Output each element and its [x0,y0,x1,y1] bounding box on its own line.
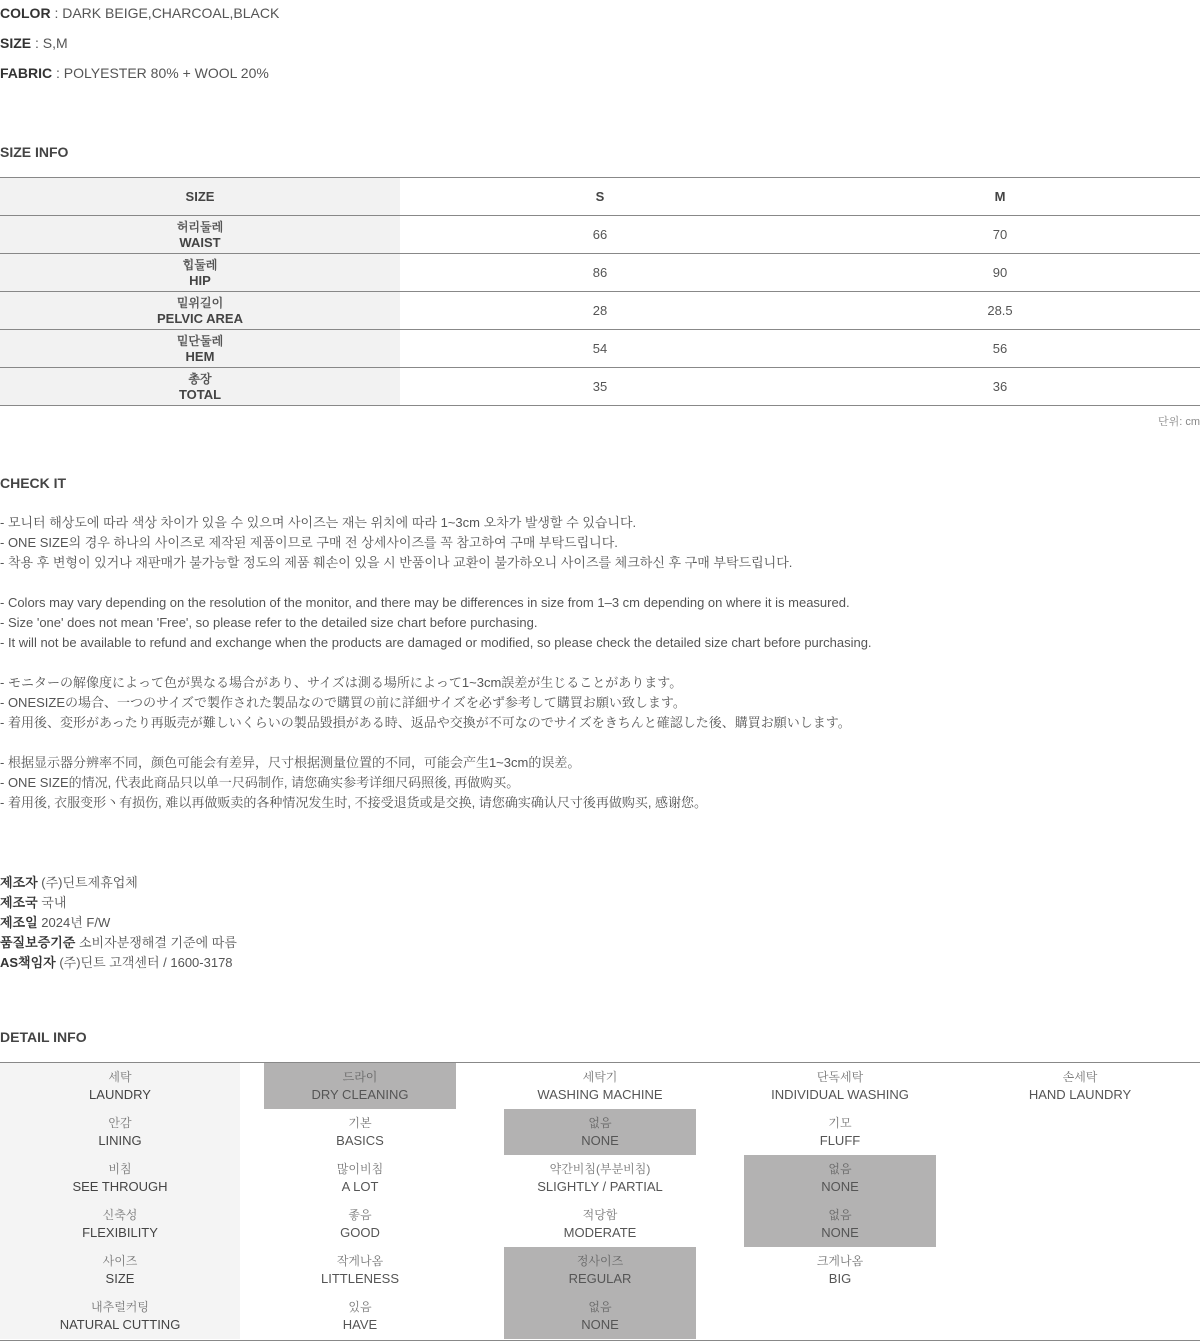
maker-label: 제조국 [0,895,38,910]
note-line: - モニターの解像度によって色が異なる場合があり、サイズは測る場所によって1~3cm誤差が生じることがあります。 [0,675,683,690]
table-row [0,292,1200,330]
detail-option-en: BIG [828,1271,852,1286]
note-line: - Colors may vary depending on the resolution of the monitor, and there may be differences in size from 1–3 cm depending on where it is measured. [0,595,850,610]
size-info-title: SIZE INFO [0,144,69,160]
detail-option-en: NONE [581,1133,619,1148]
spec-size-value: : S,M [31,35,68,51]
size-row-label-ko: 밑위길이 [176,295,224,310]
detail-label-en: LINING [98,1133,142,1148]
size-row-label [0,216,400,253]
detail-option-ko: 없음 [828,1162,852,1176]
spec-size-label: SIZE [0,35,32,51]
detail-row-label [0,1293,240,1339]
detail-option [504,1155,696,1201]
detail-row [0,1155,1200,1201]
detail-option [504,1247,696,1293]
detail-label-en: SEE THROUGH [72,1179,168,1194]
detail-option [744,1063,936,1109]
detail-option [264,1063,456,1109]
detail-option-ko: 좋음 [348,1208,372,1222]
size-row-label [0,254,400,291]
detail-option-ko: 작게나옴 [336,1254,384,1268]
spec-fabric-label: FABRIC [0,65,53,81]
size-row-label-ko: 허리둘레 [176,219,224,234]
detail-option [744,1109,936,1155]
detail-option [264,1201,456,1247]
size-row-label-en: HEM [185,348,215,364]
detail-label-ko: 비침 [108,1162,132,1176]
size-row-label-ko: 밑단둘레 [176,333,224,348]
detail-grid [0,1062,1200,1341]
note-line: - 着用後、変形があったり再販売が難しいくらいの製品毀損がある時、返品や交換が不可なのでサイズをきちんと確認した後、購買お願いします。 [0,715,851,730]
detail-option-ko: 있음 [348,1300,372,1314]
detail-label-en: LAUNDRY [89,1087,151,1102]
detail-option-ko: 약간비침(부분비침) [549,1162,651,1176]
detail-option-ko: 드라이 [342,1070,378,1084]
detail-option-ko: 기모 [828,1116,852,1130]
note-line: - 모니터 해상도에 따라 색상 차이가 있을 수 있으며 사이즈는 재는 위치에 따라 1~3cm 오차가 발생할 수 있습니다. [0,515,637,530]
table-row [0,330,1200,368]
detail-option [984,1063,1176,1109]
detail-option-ko: 없음 [828,1208,852,1222]
detail-option [504,1063,696,1109]
maker-label: 제조일 [0,915,38,930]
detail-option [504,1109,696,1155]
detail-option-en: NONE [581,1317,619,1332]
detail-option-ko: 없음 [588,1300,612,1314]
spec-fabric-value: : POLYESTER 80% + WOOL 20% [52,65,269,81]
detail-option [744,1155,936,1201]
detail-option-ko: 없음 [588,1116,612,1130]
detail-row [0,1201,1200,1247]
detail-label-en: SIZE [105,1271,135,1286]
spec-fabric [0,65,269,81]
table-row [0,216,1200,254]
detail-option-en: HAVE [342,1317,378,1332]
detail-row [0,1063,1200,1109]
detail-option-ko: 정사이즈 [576,1254,624,1268]
detail-row-label [0,1155,240,1201]
maker-value: (주)딘트제휴업체 [37,875,138,890]
size-row-label [0,292,400,329]
detail-row-label [0,1109,240,1155]
size-cell-s: 86 [592,265,608,280]
detail-label-en: FLEXIBILITY [82,1225,158,1240]
note-line: - It will not be available to refund and exchange when the products are damaged or modified, so please check the detailed size chart before purchasing. [0,635,872,650]
size-header-m: M [994,189,1006,204]
size-cell-m: 56 [992,341,1008,356]
size-cell-s: 35 [592,379,608,394]
maker-line [0,893,66,913]
spec-color [0,5,279,21]
maker-value: (주)딘트 고객센터 / 1600-3178 [55,955,233,970]
note-line: - ONE SIZE的情况, 代表此商品只以单一尺码制作, 请您确实参考详细尺码照後, 再做购买。 [0,775,520,790]
size-row-label-ko: 힙둘레 [182,257,218,272]
detail-option [504,1201,696,1247]
spec-color-value: : DARK BEIGE,CHARCOAL,BLACK [50,5,280,21]
note-line: - ONESIZEの場合、一つのサイズで製作された製品なので購買の前に詳細サイズを必ず参考して購買お願い致します。 [0,695,686,710]
detail-option-ko: 세탁기 [582,1070,618,1084]
maker-line [0,873,138,893]
maker-line [0,953,233,973]
note-line: - 着用後, 衣服变形丶有损伤, 难以再做贩卖的各种情况发生时, 不接受退货或是交换, 请您确实确认尺寸後再做购买, 感谢您。 [0,795,708,810]
size-row-label-en: TOTAL [178,386,222,402]
detail-option [264,1155,456,1201]
detail-option-en: NONE [821,1179,859,1194]
size-cell-s: 54 [592,341,608,356]
detail-option [264,1247,456,1293]
spec-size [0,35,68,51]
note-line: - ONE SIZE의 경우 하나의 사이즈로 제작된 제품이므로 구매 전 상세사이즈를 꼭 참고하여 구매 부탁드립니다. [0,535,618,550]
table-row [0,254,1200,292]
check-it-title: CHECK IT [0,475,67,491]
detail-label-en: NATURAL CUTTING [59,1317,181,1332]
spec-color-label: COLOR [0,5,51,21]
detail-option-ko: 단독세탁 [816,1070,864,1084]
size-cell-m: 28.5 [987,303,1013,318]
size-cell-m: 90 [992,265,1008,280]
size-cell-s: 66 [592,227,608,242]
size-row-label [0,368,400,405]
detail-option-en: REGULAR [568,1271,632,1286]
detail-option-ko: 크게나옴 [816,1254,864,1268]
size-cell-m: 70 [992,227,1008,242]
maker-value: 2024년 F/W [37,915,111,930]
detail-option-en: SLIGHTLY / PARTIAL [537,1179,663,1194]
detail-label-ko: 사이즈 [102,1254,138,1268]
detail-option-ko: 기본 [348,1116,372,1130]
size-table-header [0,178,1200,216]
table-row [0,368,1200,406]
unit-note: 단위: cm [1157,416,1200,428]
detail-option-en: INDIVIDUAL WASHING [771,1087,909,1102]
detail-option-ko: 적당함 [582,1208,618,1222]
maker-line [0,933,237,953]
detail-option-en: DRY CLEANING [311,1087,409,1102]
size-row-label-ko: 총장 [188,371,212,386]
detail-row-label [0,1201,240,1247]
detail-option-ko: 손세탁 [1062,1070,1098,1084]
detail-option-en: A LOT [341,1179,379,1194]
maker-label: AS책임자 [0,955,56,970]
maker-label: 품질보증기준 [0,935,76,950]
detail-option-en: GOOD [340,1225,380,1240]
detail-label-ko: 신축성 [102,1208,138,1222]
size-row-label [0,330,400,367]
detail-row [0,1247,1200,1293]
maker-value: 소비자분쟁해결 기준에 따름 [75,935,237,950]
detail-option [264,1293,456,1339]
detail-row [0,1109,1200,1155]
note-line: - 根据显示器分辨率不同，颜色可能会有差异，尺寸根据测量位置的不同，可能会产生1~3cm的误差。 [0,755,581,770]
detail-option-en: BASICS [336,1133,384,1148]
detail-option-en: MODERATE [563,1225,637,1240]
maker-label: 제조자 [0,875,38,890]
size-row-label-en: PELVIC AREA [157,310,243,326]
size-cell-s: 28 [592,303,608,318]
detail-info-title: DETAIL INFO [0,1029,87,1045]
detail-option [744,1247,936,1293]
detail-option-en: FLUFF [819,1133,861,1148]
size-row-label-en: HIP [189,272,211,288]
detail-option-en: LITTLENESS [320,1271,400,1286]
detail-option-en: NONE [821,1225,859,1240]
detail-label-ko: 안감 [108,1116,132,1130]
detail-option [264,1109,456,1155]
detail-label-ko: 세탁 [108,1070,132,1084]
maker-line [0,913,110,933]
detail-option-en: WASHING MACHINE [537,1087,663,1102]
size-table [0,177,1200,406]
size-cell-m: 36 [992,379,1008,394]
note-line: - Size 'one' does not mean 'Free', so please refer to the detailed size chart before purchasing. [0,615,538,630]
detail-row [0,1293,1200,1339]
detail-row-label [0,1063,240,1109]
detail-row-label [0,1247,240,1293]
maker-value: 국내 [37,895,67,910]
detail-option-ko: 많이비침 [336,1162,384,1176]
detail-label-ko: 내추럴커팅 [91,1300,149,1314]
size-row-label-en: WAIST [179,234,221,250]
size-header-label: SIZE [0,178,400,215]
detail-option-en: HAND LAUNDRY [1028,1087,1132,1102]
size-header-s: S [595,189,605,204]
note-line: - 착용 후 변형이 있거나 재판매가 불가능할 정도의 제품 훼손이 있을 시 반품이나 교환이 불가하오니 사이즈를 체크하신 후 구매 부탁드립니다. [0,555,793,570]
detail-option [504,1293,696,1339]
detail-option [744,1201,936,1247]
